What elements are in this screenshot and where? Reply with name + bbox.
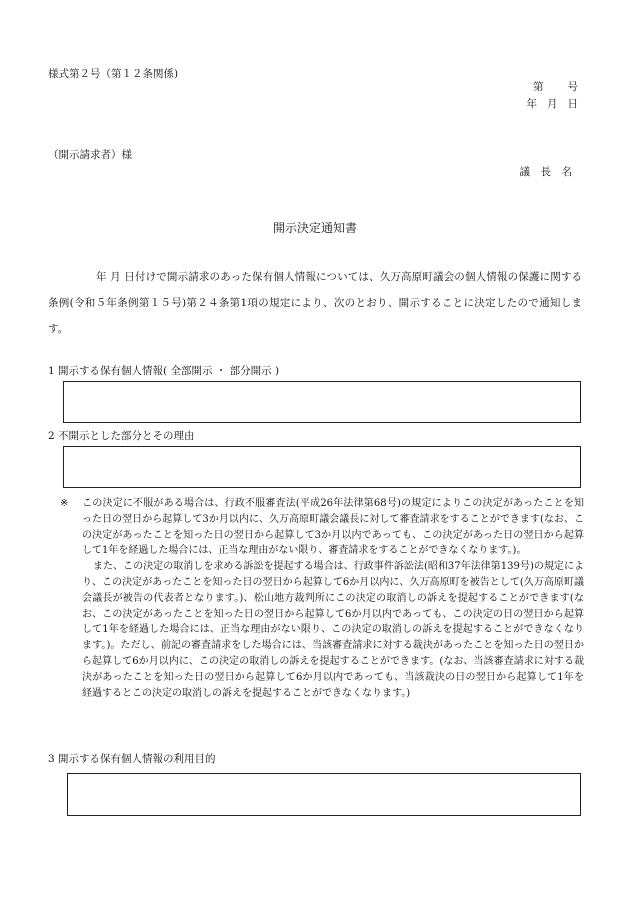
notes-block [60,496,584,701]
note-mark: ※ [60,498,69,509]
section-2-label: 2 不開示とした部分とその理由 [48,430,195,442]
section-2-input-box[interactable] [63,446,581,488]
form-number: 様式第２号（第１２条関係) [48,68,179,80]
sender-name: 議 長 名 [519,166,572,178]
section-3-input-box[interactable] [67,773,581,816]
notice-body: 年 月 日付けで開示請求のあった保有個人情報については、久万高原町議会の個人情報の保護に関する条例(令和５年条例第１５号)第２４条第1項の規定により、次のとおり、開示することに決定したので通知します。 [48,271,582,335]
section-1-input-box[interactable] [63,381,581,423]
section-1-label: 1 開示する保有個人情報( 全部開示 ・ 部分開示 ) [48,365,280,377]
document-title: 開示決定通知書 [272,221,357,235]
number-prefix: 第 [533,81,544,93]
date-month: 月 [547,98,558,110]
document-number-line [533,79,578,94]
note-paragraph-2: また、この決定の取消しを求める訴訟を提起する場合は、行政事件訴訟法(昭和37年法律第139号)の規定により、この決定があったことを知った日の翌日から起算して6か月以内に、久万高原町を被告として(久万高原町議会議長が被告の代表者となります。)、松山地方裁判所にこの決定の取消しの訴えを提起することができます(なお、この決定があったことを知った日の翌日から起算して6か月以内であっても、この決定の日の翌日から起算して1年を経過した場合には、正当な理由がない限り、この決定の取消しの訴えを提起することができなくなります。)。ただし、前記の審査請求をした場合には、当該審査請求に対する裁決があったことを知った日の翌日から起算して6か月以内に、この決定の取消しの訴えを提起することができます。(なお、当該審査請求に対する裁決があったことを知った日の翌日から起算して6か月以内であっても、当該裁決の日の翌日から起算して1年を経過するとこの決定の取消しの訴えを提起することができなくなります。) [82,561,584,699]
date-day: 日 [567,98,578,110]
note-paragraph-1 [60,496,584,559]
section-3-label: 3 開示する保有個人情報の利用目的 [48,753,216,765]
number-suffix: 号 [567,81,578,93]
date-year: 年 [526,98,537,110]
addressee: （開示請求者）様 [48,149,132,161]
date-line [527,96,579,111]
note-paragraph-1-text: この決定に不服がある場合は、行政不服審査法(平成26年法律第68号)の規定によりこの決定があったことを知った日の翌日から起算して3か月以内に、久万高原町議会議長に対して審査請求をすることができます(なお、この決定があったことを知った日の翌日から起算して3か月以内であっても、この決定があった日の翌日から起算して1年を経過した場合には、正当な理由がない限り、審査請求をすることができなくなります。)。 [82,498,584,557]
